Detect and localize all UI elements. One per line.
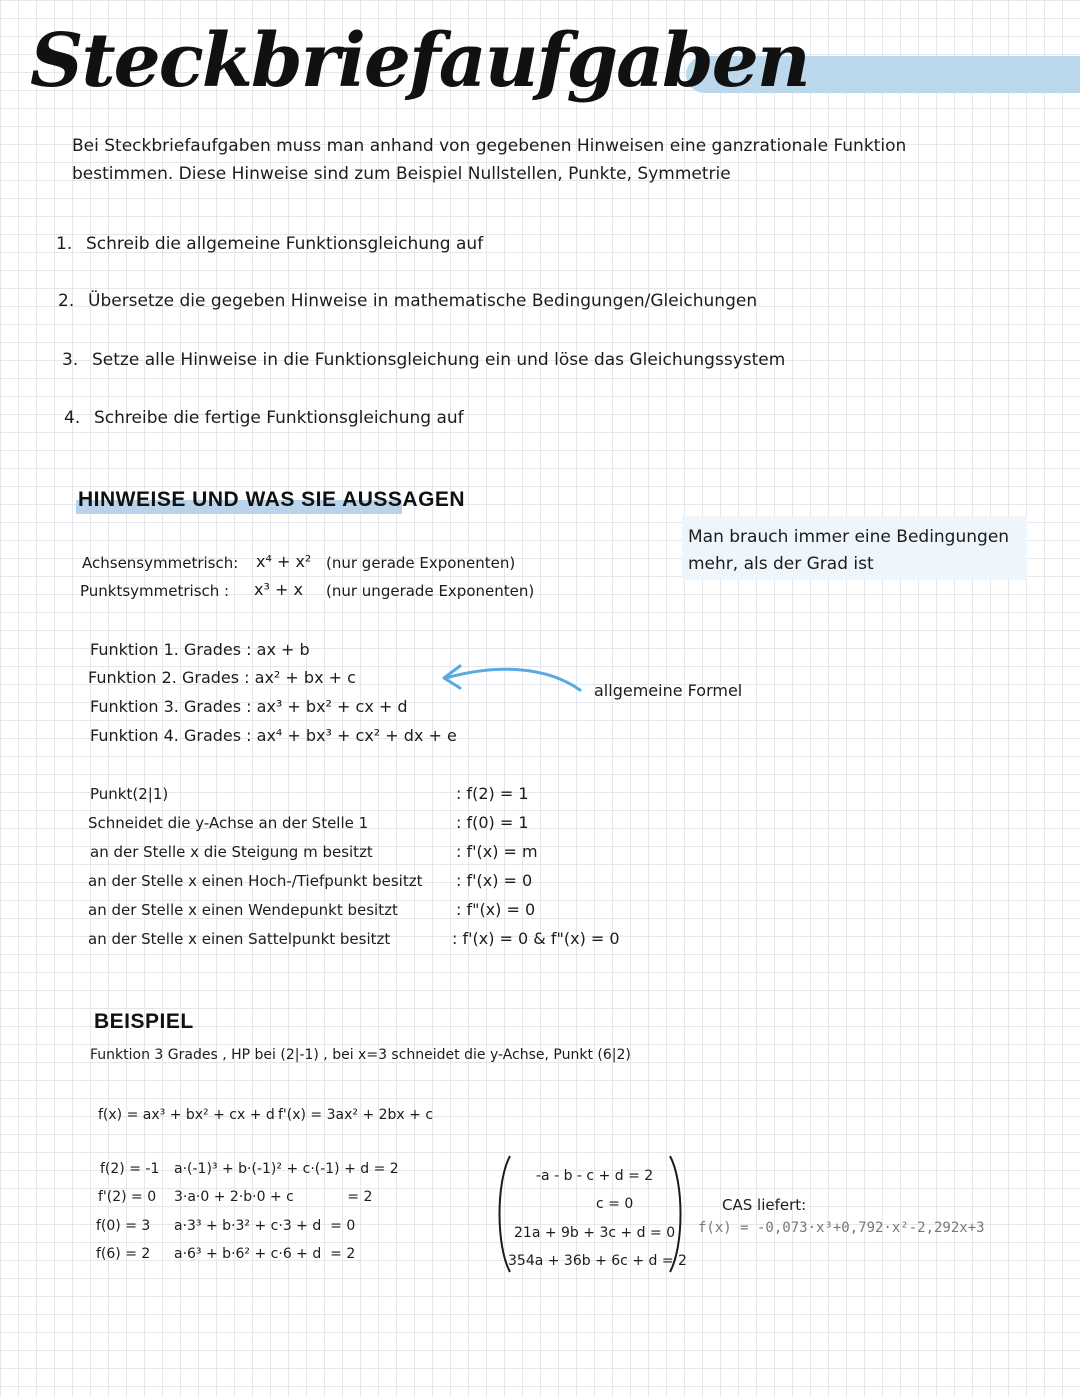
function-formula: Funktion 2. Grades : ax² + bx + c bbox=[88, 668, 356, 687]
step-text: Übersetze die gegeben Hinweise in mathematische Bedingungen/Gleichungen bbox=[88, 291, 758, 311]
step-number: 2. bbox=[58, 291, 75, 311]
condition-text: Punkt(2|1) bbox=[90, 785, 169, 803]
step-number: 4. bbox=[64, 408, 81, 428]
symmetry-comment: (nur gerade Exponenten) bbox=[326, 554, 516, 572]
example-condition: f(2) = -1 bbox=[100, 1161, 160, 1177]
function-formula: Funktion 3. Grades : ax³ + bx² + cx + d bbox=[90, 697, 408, 716]
matrix-row: -a - b - c + d = 2 bbox=[536, 1168, 654, 1184]
step-item bbox=[58, 291, 757, 311]
step-item bbox=[62, 350, 785, 370]
step-item bbox=[64, 408, 464, 428]
condition-text: an der Stelle x die Steigung m besitzt bbox=[90, 843, 373, 861]
step-item bbox=[56, 234, 483, 254]
note-text: Man brauch immer eine Bedingungen mehr, als der Grad ist bbox=[688, 527, 1010, 574]
condition-math: : f'(x) = 0 & f"(x) = 0 bbox=[452, 929, 620, 948]
condition-math: : f(0) = 1 bbox=[456, 813, 529, 832]
function-definition: f(x) = ax³ + bx² + cx + d bbox=[98, 1107, 275, 1123]
matrix-row: c = 0 bbox=[596, 1196, 634, 1212]
symmetry-label: Punktsymmetrisch : bbox=[80, 582, 230, 600]
symmetry-label: Achsensymmetrisch: bbox=[82, 554, 239, 572]
formula-label: allgemeine Formel bbox=[594, 681, 743, 700]
intro-text: Bei Steckbriefaufgaben muss man anhand von gegebenen Hinweisen eine ganzrationale Funktion bestimmen. Diese Hinweise sind zum Beispiel Nullstellen, Punkte, Symmetrie bbox=[72, 136, 907, 184]
step-text: Schreibe die fertige Funktionsgleichung auf bbox=[94, 408, 464, 428]
arrow-icon bbox=[436, 660, 586, 700]
condition-text: an der Stelle x einen Hoch-/Tiefpunkt besitzt bbox=[88, 872, 423, 890]
condition-text: an der Stelle x einen Sattelpunkt besitzt bbox=[88, 930, 391, 948]
condition-math: : f(2) = 1 bbox=[456, 784, 529, 803]
cas-label: CAS liefert: bbox=[722, 1196, 807, 1214]
symmetry-comment: (nur ungerade Exponenten) bbox=[326, 582, 535, 600]
step-number: 1. bbox=[56, 234, 73, 254]
example-equation: a·6³ + b·6² + c·6 + d = 2 bbox=[174, 1246, 356, 1262]
hinweise-heading: HINWEISE UND WAS SIE AUSSAGEN bbox=[78, 488, 466, 511]
derivative-definition: f'(x) = 3ax² + 2bx + c bbox=[278, 1107, 434, 1123]
condition-text: Schneidet die y-Achse an der Stelle 1 bbox=[88, 814, 369, 832]
condition-math: : f'(x) = m bbox=[456, 842, 538, 861]
step-number: 3. bbox=[62, 350, 79, 370]
cas-result: f(x) = -0,073·x³+0,792·x²-2,292x+3 bbox=[698, 1220, 985, 1236]
example-task: Funktion 3 Grades , HP bei (2|-1) , bei x=3 schneidet die y-Achse, Punkt (6|2) bbox=[90, 1047, 631, 1063]
step-text: Schreib die allgemeine Funktionsgleichung auf bbox=[86, 234, 484, 254]
matrix-row: 354a + 36b + 6c + d = 2 bbox=[508, 1253, 687, 1269]
function-formula: Funktion 1. Grades : ax + b bbox=[90, 640, 310, 659]
example-condition: f'(2) = 0 bbox=[98, 1189, 157, 1205]
example-heading: BEISPIEL bbox=[94, 1010, 194, 1033]
condition-text: an der Stelle x einen Wendepunkt besitzt bbox=[88, 901, 398, 919]
example-condition: f(6) = 2 bbox=[96, 1246, 151, 1262]
symmetry-formula: x⁴ + x² bbox=[256, 552, 312, 571]
example-equation: a·3³ + b·3² + c·3 + d = 0 bbox=[174, 1218, 356, 1234]
step-text: Setze alle Hinweise in die Funktionsgleichung ein und löse das Gleichungssystem bbox=[92, 350, 786, 370]
condition-math: : f'(x) = 0 bbox=[456, 871, 533, 890]
example-condition: f(0) = 3 bbox=[96, 1218, 151, 1234]
condition-math: : f"(x) = 0 bbox=[456, 900, 536, 919]
matrix-row: 21a + 9b + 3c + d = 0 bbox=[514, 1225, 676, 1241]
example-equation: 3·a·0 + 2·b·0 + c = 2 bbox=[174, 1189, 373, 1205]
function-formula: Funktion 4. Grades : ax⁴ + bx³ + cx² + dx + e bbox=[90, 726, 457, 745]
page-title: Steckbriefaufgaben bbox=[30, 18, 809, 104]
example-equation: a·(-1)³ + b·(-1)² + c·(-1) + d = 2 bbox=[174, 1161, 399, 1177]
symmetry-formula: x³ + x bbox=[254, 580, 303, 599]
